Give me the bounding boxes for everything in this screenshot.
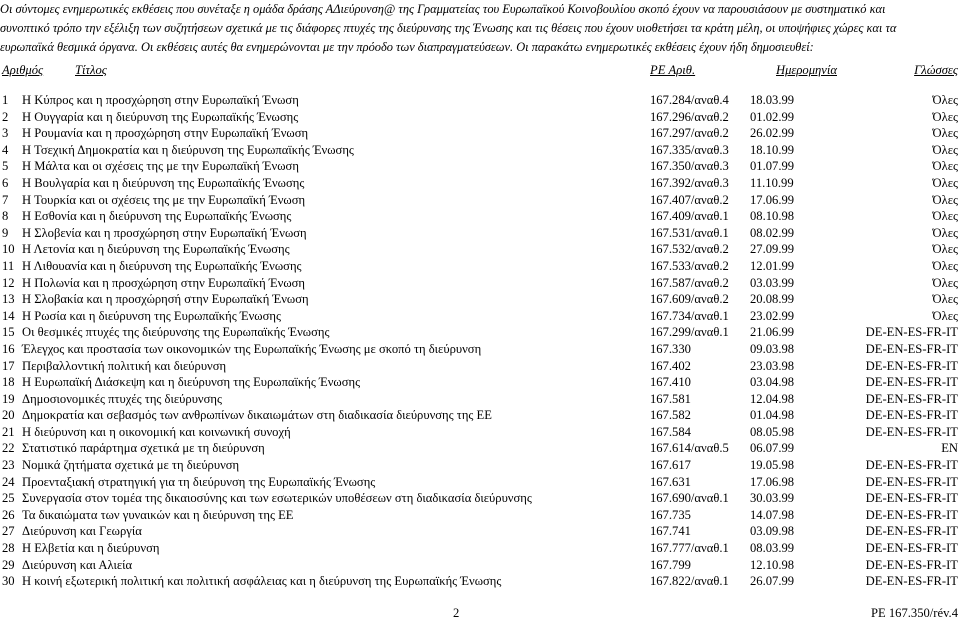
row-languages: Όλες	[932, 142, 958, 157]
row-date: 03.03.99	[750, 275, 795, 290]
row-number: 18	[2, 375, 15, 390]
row-pe-ref: 167.409/αναθ.1	[650, 209, 729, 224]
row-number: 26	[2, 507, 15, 522]
row-number: 21	[2, 424, 15, 439]
row-pe-ref: 167.296/αναθ.2	[650, 109, 729, 124]
row-date: 08.02.99	[750, 225, 795, 240]
row-number: 30	[2, 574, 15, 589]
row-date: 03.09.98	[750, 524, 795, 539]
row-title: Η Ευρωπαϊκή Διάσκεψη και η διεύρυνση της Ευρωπαϊκής Ένωσης	[22, 375, 361, 390]
table-row	[0, 324, 960, 341]
row-languages: Όλες	[932, 275, 958, 290]
row-languages: Όλες	[932, 109, 958, 124]
row-number: 28	[2, 541, 15, 556]
table-row	[0, 341, 960, 358]
row-pe-ref: 167.741	[650, 524, 691, 539]
row-languages: DE-EN-ES-FR-IT	[865, 408, 958, 423]
row-title: Δημοκρατία και σεβασμός των ανθρωπίνων δικαιωμάτων στη διαδικασία διεύρυνσης της ΕΕ	[22, 408, 492, 423]
row-number: 11	[2, 258, 15, 273]
row-languages: DE-EN-ES-FR-IT	[865, 574, 958, 589]
table-row	[0, 241, 960, 258]
table-row	[0, 192, 960, 209]
intro-line: ευρωπαϊκά θεσμικά όργανα. Οι εκθέσεις αυτές θα ενημερώνονται με την πρόοδο των διαπραγματεύσεων. Οι παρακάτω ενημερωτικές εκθέσεις έχουν ήδη δημοσιευθεί:	[0, 40, 814, 54]
row-title: Η Σλοβενία και η προσχώρηση στην Ευρωπαϊκή Ένωση	[22, 225, 307, 240]
row-date: 03.04.98	[750, 375, 795, 390]
row-title: Η Σλοβακία και η προσχώρησή στην Ευρωπαϊκή Ένωση	[22, 292, 309, 307]
row-date: 12.01.99	[750, 258, 795, 273]
row-number: 3	[2, 126, 9, 141]
row-title: Η Πολωνία και η προσχώρηση στην Ευρωπαϊκή Ένωση	[22, 275, 305, 290]
row-date: 12.04.98	[750, 391, 795, 406]
row-title: Η διεύρυνση και η οικονομική και κοινωνική συνοχή	[22, 424, 291, 439]
row-pe-ref: 167.617	[650, 458, 691, 473]
row-languages: Όλες	[932, 242, 958, 257]
row-pe-ref: 167.297/αναθ.2	[650, 126, 729, 141]
row-title: Διεύρυνση και Αλιεία	[22, 557, 133, 572]
table-row	[0, 109, 960, 126]
row-languages: DE-EN-ES-FR-IT	[865, 474, 958, 489]
table-row	[0, 92, 960, 109]
row-languages: DE-EN-ES-FR-IT	[865, 491, 958, 506]
header-ref: PE Αριθ.	[650, 63, 696, 77]
row-date: 20.08.99	[750, 292, 795, 307]
row-title: Η Τουρκία και οι σχέσεις της με την Ευρωπαϊκή Ένωση	[22, 192, 306, 207]
row-title: Έλεγχος και προστασία των οικονομικών της Ευρωπαϊκής Ένωσης με σκοπό τη διεύρυνση	[22, 341, 482, 356]
row-languages: DE-EN-ES-FR-IT	[865, 507, 958, 522]
intro-line: Οι σύντομες ενημερωτικές εκθέσεις που συνέταξε η ομάδα δράσης ΑΔιεύρυνση@ της Γραμματείας του Ευρωπαϊκού Κοινοβουλίου σκοπό έχουν να παρουσιάσουν με συστηματικό και	[0, 2, 886, 16]
row-pe-ref: 167.284/αναθ.4	[650, 93, 729, 107]
row-title: Η κοινή εξωτερική πολιτική και πολιτική ασφάλειας και η διεύρυνση της Ευρωπαϊκής Ένωσης	[22, 574, 502, 589]
row-date: 26.07.99	[750, 574, 795, 589]
header-date: Ημερομηνία	[776, 63, 837, 77]
table-row	[0, 258, 960, 275]
row-languages: Όλες	[932, 159, 958, 174]
row-title: Συνεργασία στον τομέα της δικαιοσύνης και των εσωτερικών υποθέσεων στη διαδικασία διεύρυνσης	[22, 491, 532, 506]
row-pe-ref: 167.533/αναθ.2	[650, 258, 729, 273]
table-row	[0, 457, 960, 474]
row-pe-ref: 167.582	[650, 408, 691, 423]
row-date: 08.03.99	[750, 541, 795, 556]
row-title: Η Βουλγαρία και η διεύρυνση της Ευρωπαϊκής Ένωσης	[22, 175, 305, 190]
table-row	[0, 424, 960, 441]
row-languages: DE-EN-ES-FR-IT	[865, 458, 958, 473]
row-languages: DE-EN-ES-FR-IT	[865, 391, 958, 406]
row-languages: DE-EN-ES-FR-IT	[865, 557, 958, 572]
row-date: 18.03.99	[750, 93, 795, 107]
table-row	[0, 507, 960, 524]
intro-line: συνοπτικό τρόπο την εξέλιξη των συζητήσεων σχετικά με τις διάφορες πτυχές της διεύρυνσης της Ένωσης και τις θέσεις που έχουν υιοθετήσει τα κράτη μέλη, οι υποψήφιες χώρες και τα	[0, 21, 897, 35]
row-pe-ref: 167.690/αναθ.1	[650, 491, 729, 506]
row-pe-ref: 167.335/αναθ.3	[650, 142, 729, 157]
row-number: 6	[2, 175, 9, 190]
row-languages: Όλες	[932, 292, 958, 307]
row-number: 4	[2, 142, 9, 157]
header-languages: Γλώσσες	[914, 63, 958, 77]
row-pe-ref: 167.402	[650, 358, 691, 373]
table-row	[0, 158, 960, 175]
row-title: Περιβαλλοντική πολιτική και διεύρυνση	[22, 358, 227, 373]
row-languages: DE-EN-ES-FR-IT	[865, 325, 958, 340]
row-languages: DE-EN-ES-FR-IT	[865, 424, 958, 439]
table-row	[0, 291, 960, 308]
row-languages: DE-EN-ES-FR-IT	[865, 341, 958, 356]
row-number: 7	[2, 192, 9, 207]
row-number: 5	[2, 159, 9, 174]
row-date: 08.10.98	[750, 209, 795, 224]
row-title: Η Λιθουανία και η διεύρυνση της Ευρωπαϊκής Ένωσης	[22, 258, 302, 273]
row-languages: Όλες	[932, 192, 958, 207]
row-languages: DE-EN-ES-FR-IT	[865, 358, 958, 373]
row-pe-ref: 167.407/αναθ.2	[650, 192, 729, 207]
table-row	[0, 225, 960, 242]
row-number: 25	[2, 491, 15, 506]
table-row	[0, 175, 960, 192]
row-number: 27	[2, 524, 15, 539]
row-date: 09.03.98	[750, 341, 795, 356]
row-date: 01.07.99	[750, 159, 795, 174]
row-languages: EN	[941, 441, 958, 456]
table-row	[0, 208, 960, 225]
reports-table	[0, 92, 960, 590]
header-number: Αριθμός	[2, 63, 44, 77]
row-number: 17	[2, 358, 15, 373]
row-date: 01.04.98	[750, 408, 795, 423]
row-number: 9	[2, 225, 9, 240]
row-pe-ref: 167.777/αναθ.1	[650, 541, 729, 556]
table-row	[0, 557, 960, 574]
row-languages: Όλες	[932, 308, 958, 323]
row-languages: Όλες	[932, 126, 958, 141]
table-row	[0, 125, 960, 142]
row-date: 19.05.98	[750, 458, 795, 473]
row-pe-ref: 167.587/αναθ.2	[650, 275, 729, 290]
row-pe-ref: 167.584	[650, 424, 691, 439]
row-number: 12	[2, 275, 15, 290]
table-row	[0, 374, 960, 391]
row-title: Στατιστικό παράρτημα σχετικά με τη διεύρυνση	[22, 441, 265, 456]
row-number: 24	[2, 474, 15, 489]
row-pe-ref: 167.330	[650, 341, 691, 356]
row-date: 26.02.99	[750, 126, 795, 141]
row-pe-ref: 167.631	[650, 474, 691, 489]
row-number: 8	[2, 209, 9, 224]
table-row	[0, 275, 960, 292]
row-date: 27.09.99	[750, 242, 795, 257]
row-number: 29	[2, 557, 15, 572]
row-languages: Όλες	[932, 209, 958, 224]
row-pe-ref: 167.822/αναθ.1	[650, 574, 729, 589]
row-date: 17.06.98	[750, 474, 795, 489]
row-number: 19	[2, 391, 15, 406]
row-pe-ref: 167.734/αναθ.1	[650, 308, 729, 323]
row-pe-ref: 167.735	[650, 507, 691, 522]
row-pe-ref: 167.350/αναθ.3	[650, 159, 729, 174]
row-number: 14	[2, 308, 15, 323]
row-title: Τα δικαιώματα των γυναικών και η διεύρυνση της ΕΕ	[22, 507, 294, 522]
row-title: Η Τσεχική Δημοκρατία και η διεύρυνση της Ευρωπαϊκής Ένωσης	[22, 142, 354, 157]
row-languages: DE-EN-ES-FR-IT	[865, 541, 958, 556]
row-number: 10	[2, 242, 15, 257]
row-title: Νομικά ζητήματα σχετικά με τη διεύρυνση	[22, 458, 240, 473]
page-number: 2	[453, 606, 460, 620]
row-languages: DE-EN-ES-FR-IT	[865, 375, 958, 390]
table-row	[0, 474, 960, 491]
row-date: 21.06.99	[750, 325, 795, 340]
row-pe-ref: 167.299/αναθ.1	[650, 325, 729, 340]
row-languages: Όλες	[932, 258, 958, 273]
row-title: Διεύρυνση και Γεωργία	[22, 524, 142, 539]
intro-paragraph	[0, 0, 958, 57]
row-languages: Όλες	[932, 225, 958, 240]
row-date: 18.10.99	[750, 142, 795, 157]
row-pe-ref: 167.410	[650, 375, 691, 390]
row-date: 06.07.99	[750, 441, 795, 456]
row-number: 2	[2, 109, 9, 124]
header-title: Τίτλος	[75, 63, 107, 77]
row-date: 23.03.98	[750, 358, 795, 373]
table-row	[0, 407, 960, 424]
row-number: 1	[2, 93, 9, 107]
row-title: Η Εσθονία και η διεύρυνση της Ευρωπαϊκής Ένωσης	[22, 209, 292, 224]
row-title: Η Λετονία και η διεύρυνση της Ευρωπαϊκής Ένωσης	[22, 242, 290, 257]
row-date: 11.10.99	[750, 175, 794, 190]
row-number: 20	[2, 408, 15, 423]
row-title: Η Ελβετία και η διεύρυνση	[22, 541, 160, 556]
row-date: 17.06.99	[750, 192, 795, 207]
table-row	[0, 440, 960, 457]
row-title: Οι θεσμικές πτυχές της διεύρυνσης της Ευρωπαϊκής Ένωσης	[22, 325, 330, 340]
row-languages: DE-EN-ES-FR-IT	[865, 524, 958, 539]
row-languages: Όλες	[932, 93, 958, 107]
table-row	[0, 523, 960, 540]
table-row	[0, 308, 960, 325]
document-reference: PE 167.350/rév.4	[871, 606, 958, 620]
row-number: 15	[2, 325, 15, 340]
row-title: Η Κύπρος και η προσχώρηση στην Ευρωπαϊκή Ένωση	[22, 93, 299, 107]
table-row	[0, 358, 960, 375]
table-row	[0, 573, 960, 590]
row-title: Η Ουγγαρία και η διεύρυνση της Ευρωπαϊκής Ένωσης	[22, 109, 299, 124]
row-pe-ref: 167.614/αναθ.5	[650, 441, 729, 456]
row-date: 23.02.99	[750, 308, 795, 323]
row-pe-ref: 167.799	[650, 557, 691, 572]
table-row	[0, 142, 960, 159]
table-row	[0, 540, 960, 557]
row-title: Η Μάλτα και οι σχέσεις της με την Ευρωπαϊκή Ένωση	[22, 159, 299, 174]
row-date: 08.05.98	[750, 424, 795, 439]
row-pe-ref: 167.531/αναθ.1	[650, 225, 729, 240]
table-row	[0, 490, 960, 507]
row-languages: Όλες	[932, 175, 958, 190]
row-title: Η Ρωσία και η διεύρυνση της Ευρωπαϊκής Ένωσης	[22, 308, 281, 323]
row-pe-ref: 167.609/αναθ.2	[650, 292, 729, 307]
row-pe-ref: 167.392/αναθ.3	[650, 175, 729, 190]
row-date: 30.03.99	[750, 491, 795, 506]
row-number: 23	[2, 458, 15, 473]
row-title: Δημοσιονομικές πτυχές της διεύρυνσης	[22, 391, 222, 406]
row-pe-ref: 167.532/αναθ.2	[650, 242, 729, 257]
row-date: 01.02.99	[750, 109, 795, 124]
row-date: 12.10.98	[750, 557, 795, 572]
row-number: 22	[2, 441, 15, 456]
table-row	[0, 391, 960, 408]
row-date: 14.07.98	[750, 507, 795, 522]
row-pe-ref: 167.581	[650, 391, 691, 406]
row-number: 16	[2, 341, 15, 356]
row-number: 13	[2, 292, 15, 307]
row-title: Προενταξιακή στρατηγική για τη διεύρυνση της Ευρωπαϊκής Ένωσης	[22, 474, 376, 489]
row-title: Η Ρουμανία και η προσχώρηση στην Ευρωπαϊκή Ένωση	[22, 126, 309, 141]
